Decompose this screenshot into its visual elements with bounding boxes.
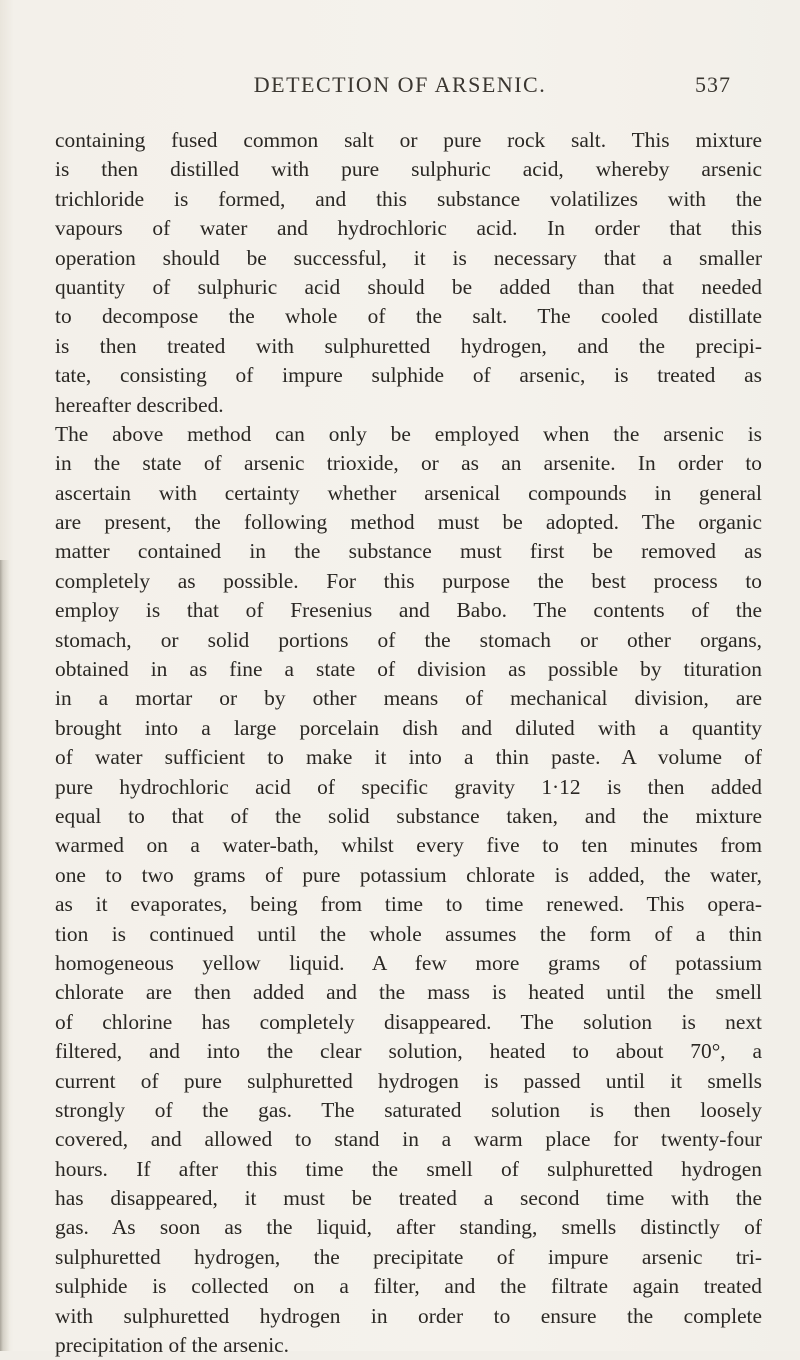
text-line: precipitation of the arsenic. bbox=[55, 1333, 290, 1358]
text-line: employ is that of Fresenius and Babo. The contents of the bbox=[55, 598, 762, 623]
text-line: homogeneous yellow liquid. A few more grams of potassium bbox=[55, 950, 762, 975]
text-line: matter contained in the substance must first be removed as bbox=[55, 539, 762, 564]
body-text bbox=[55, 126, 762, 1360]
binding-edge-shadow bbox=[0, 560, 10, 1351]
running-head: DETECTION OF ARSENIC. bbox=[253, 72, 547, 97]
text-line: covered, and allowed to stand in a warm place for twenty-four bbox=[55, 1127, 762, 1152]
text-line: tate, consisting of impure sulphide of arsenic, is treated as bbox=[55, 363, 762, 388]
text-line: of chlorine has completely disappeared. The solution is next bbox=[55, 1009, 762, 1034]
text-line: as it evaporates, being from time to time renewed. This opera- bbox=[55, 892, 762, 917]
text-line: sulphuretted hydrogen, the precipitate of impure arsenic tri- bbox=[55, 1244, 762, 1269]
text-line: gas. As soon as the liquid, after standing, smells distinctly of bbox=[55, 1215, 762, 1240]
text-line: in the state of arsenic trioxide, or as an arsenite. In order to bbox=[55, 451, 762, 476]
text-line: warmed on a water-bath, whilst every five to ten minutes from bbox=[55, 833, 762, 858]
text-line: sulphide is collected on a filter, and the filtrate again treated bbox=[55, 1274, 762, 1299]
text-line: vapours of water and hydrochloric acid. In order that this bbox=[55, 216, 762, 241]
text-line: is then distilled with pure sulphuric acid, whereby arsenic bbox=[55, 157, 762, 182]
text-line: with sulphuretted hydrogen in order to ensure the complete bbox=[55, 1303, 762, 1328]
text-line: has disappeared, it must be treated a second time with the bbox=[55, 1186, 762, 1211]
text-line: ascertain with certainty whether arsenical compounds in general bbox=[55, 480, 762, 505]
page-header bbox=[0, 72, 800, 102]
text-line: filtered, and into the clear solution, heated to about 70°, a bbox=[55, 1039, 762, 1064]
text-line: pure hydrochloric acid of specific gravity 1·12 is then added bbox=[55, 774, 762, 799]
text-line: in a mortar or by other means of mechanical division, are bbox=[55, 686, 762, 711]
text-line: hereafter described. bbox=[55, 392, 224, 417]
text-line: brought into a large porcelain dish and diluted with a quantity bbox=[55, 715, 762, 740]
text-line: current of pure sulphuretted hydrogen is passed until it smells bbox=[55, 1068, 762, 1093]
text-line: to decompose the whole of the salt. The cooled distillate bbox=[55, 304, 762, 329]
text-line: chlorate are then added and the mass is heated until the smell bbox=[55, 980, 762, 1005]
page-number: 537 bbox=[695, 72, 731, 97]
text-line: containing fused common salt or pure rock salt. This mixture bbox=[55, 128, 762, 152]
text-line: strongly of the gas. The saturated solution is then loosely bbox=[55, 1097, 762, 1122]
text-line: tion is continued until the whole assumes the form of a thin bbox=[55, 921, 762, 946]
text-line: obtained in as fine a state of division as possible by tituration bbox=[55, 657, 762, 682]
text-line: The above method can only be employed when the arsenic is bbox=[55, 421, 762, 446]
text-line: stomach, or solid portions of the stomach or other organs, bbox=[55, 627, 762, 652]
text-line: are present, the following method must be adopted. The organic bbox=[55, 510, 762, 535]
text-line: operation should be successful, it is necessary that a smaller bbox=[55, 245, 762, 270]
text-line: trichloride is formed, and this substance volatilizes with the bbox=[55, 186, 762, 211]
text-line: is then treated with sulphuretted hydrogen, and the precipi- bbox=[55, 333, 762, 358]
text-line: quantity of sulphuric acid should be added than that needed bbox=[55, 274, 762, 299]
text-line: one to two grams of pure potassium chlorate is added, the water, bbox=[55, 862, 762, 887]
text-line: hours. If after this time the smell of sulphuretted hydrogen bbox=[55, 1156, 762, 1181]
text-line: completely as possible. For this purpose the best process to bbox=[55, 568, 762, 593]
text-line: equal to that of the solid substance taken, and the mixture bbox=[55, 803, 762, 828]
text-line: of water sufficient to make it into a thin paste. A volume of bbox=[55, 745, 762, 770]
